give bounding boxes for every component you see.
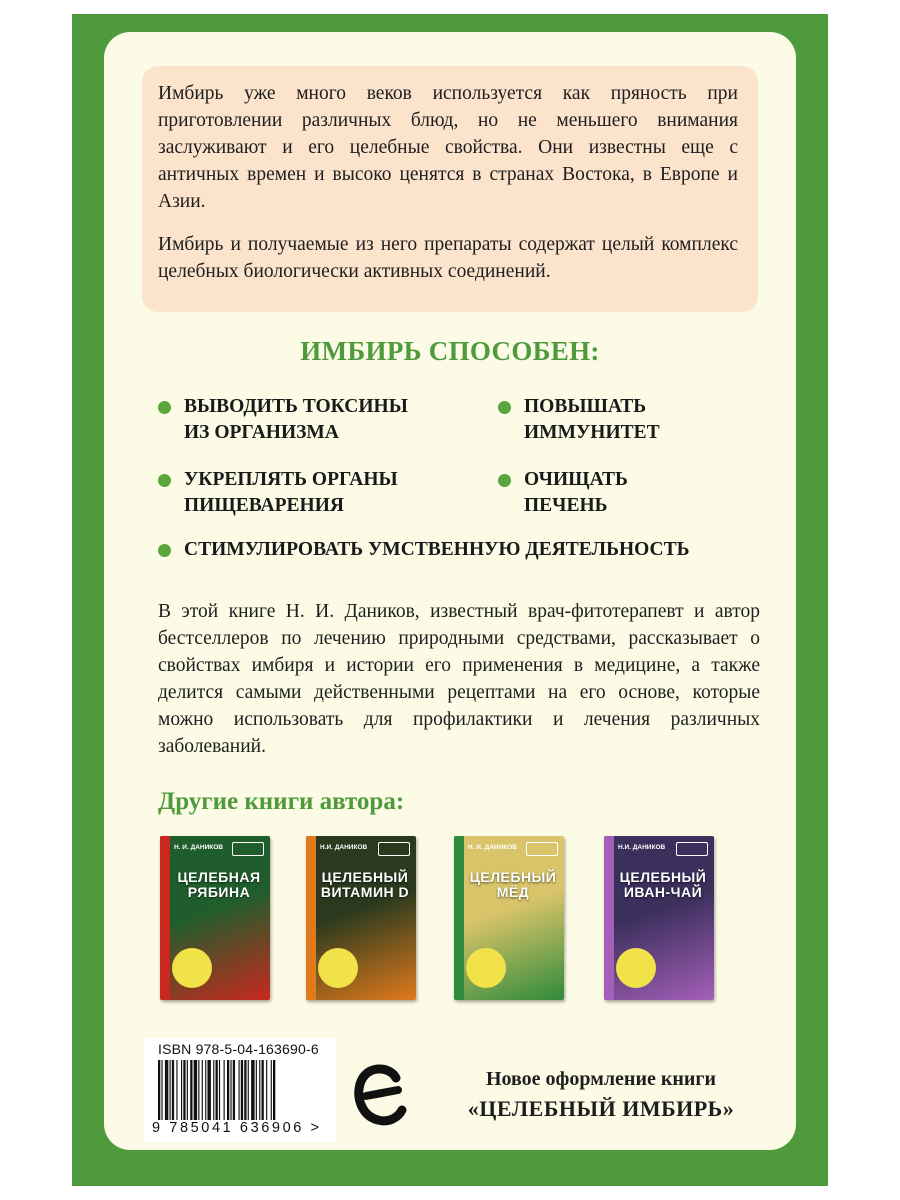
- barcode-icon: [156, 1060, 326, 1120]
- benefit-item: ПОВЫШАТЬ ИММУНИТЕТ: [524, 394, 660, 446]
- info-bubble: [172, 948, 212, 988]
- series-badge: [378, 842, 410, 856]
- barcode-number: 9 785041 636906 >: [152, 1120, 322, 1136]
- series-badge: [232, 842, 264, 856]
- series-badge: [526, 842, 558, 856]
- benefit-item: УКРЕПЛЯТЬ ОРГАНЫ ПИЩЕВАРЕНИЯ: [184, 467, 398, 519]
- benefit-item: ОЧИЩАТЬ ПЕЧЕНЬ: [524, 467, 628, 519]
- benefit-item: СТИМУЛИРОВАТЬ УМСТВЕННУЮ ДЕЯТЕЛЬНОСТЬ: [184, 537, 690, 563]
- other-books-title: Другие книги автора:: [158, 788, 405, 815]
- book-spine: [454, 836, 464, 1000]
- intro-paragraph-1: Имбирь уже много веков используется как пряность при приготовлении различных блюд, но не меньшего внимания заслуживают и его целебные свойства. Они известны еще с античных времен и высоко ценятся в странах Востока, в Европе и Азии.: [158, 83, 738, 212]
- isbn-text: ISBN 978-5-04-163690-6: [158, 1041, 319, 1057]
- benefit-item: ВЫВОДИТЬ ТОКСИНЫ ИЗ ОРГАНИЗМА: [184, 394, 408, 446]
- bullet-icon: [498, 474, 511, 487]
- book-description: В этой книге Н. И. Даников, известный врач-фитотерапевт и автор бестселлеров по лечению природными средствами, рассказывает о свойствах имбиря и истории его применения в медицине, а также делится самыми действенными рецептами на его основе, которые можно использовать для профилактики и лечения различных заболеваний.: [158, 601, 760, 757]
- book-spine: [160, 836, 170, 1000]
- bullet-icon: [498, 401, 511, 414]
- new-design-note: Новое оформление книги «ЦЕЛЕБНЫЙ ИМБИРЬ»: [467, 1068, 735, 1121]
- bullet-icon: [158, 474, 171, 487]
- other-book-cover: Н.И. ДАНИКОВ ЦЕЛЕБНЫЙ ВИТАМИН D: [306, 836, 416, 1000]
- benefits-heading: ИМБИРЬ СПОСОБЕН:: [300, 336, 600, 366]
- book-spine: [306, 836, 316, 1000]
- info-bubble: [616, 948, 656, 988]
- other-book-cover: Н.И. ДАНИКОВ ЦЕЛЕБНЫЙ ИВАН-ЧАЙ: [604, 836, 714, 1000]
- other-book-cover: Н. И. ДАНИКОВ ЦЕЛЕБНЫЙ МЁД: [454, 836, 564, 1000]
- bullet-icon: [158, 544, 171, 557]
- book-spine: [604, 836, 614, 1000]
- isbn-barcode-box: [144, 1038, 336, 1142]
- intro-box: [142, 66, 758, 312]
- info-bubble: [318, 948, 358, 988]
- info-bubble: [466, 948, 506, 988]
- other-book-cover: Н. И. ДАНИКОВ ЦЕЛЕБНАЯ РЯБИНА: [160, 836, 270, 1000]
- bullet-icon: [158, 401, 171, 414]
- eksmo-logo-icon: [352, 1058, 408, 1134]
- series-badge: [676, 842, 708, 856]
- intro-paragraph-2: Имбирь и получаемые из него препараты содержат целый комплекс целебных биологически активных соединений.: [158, 234, 738, 282]
